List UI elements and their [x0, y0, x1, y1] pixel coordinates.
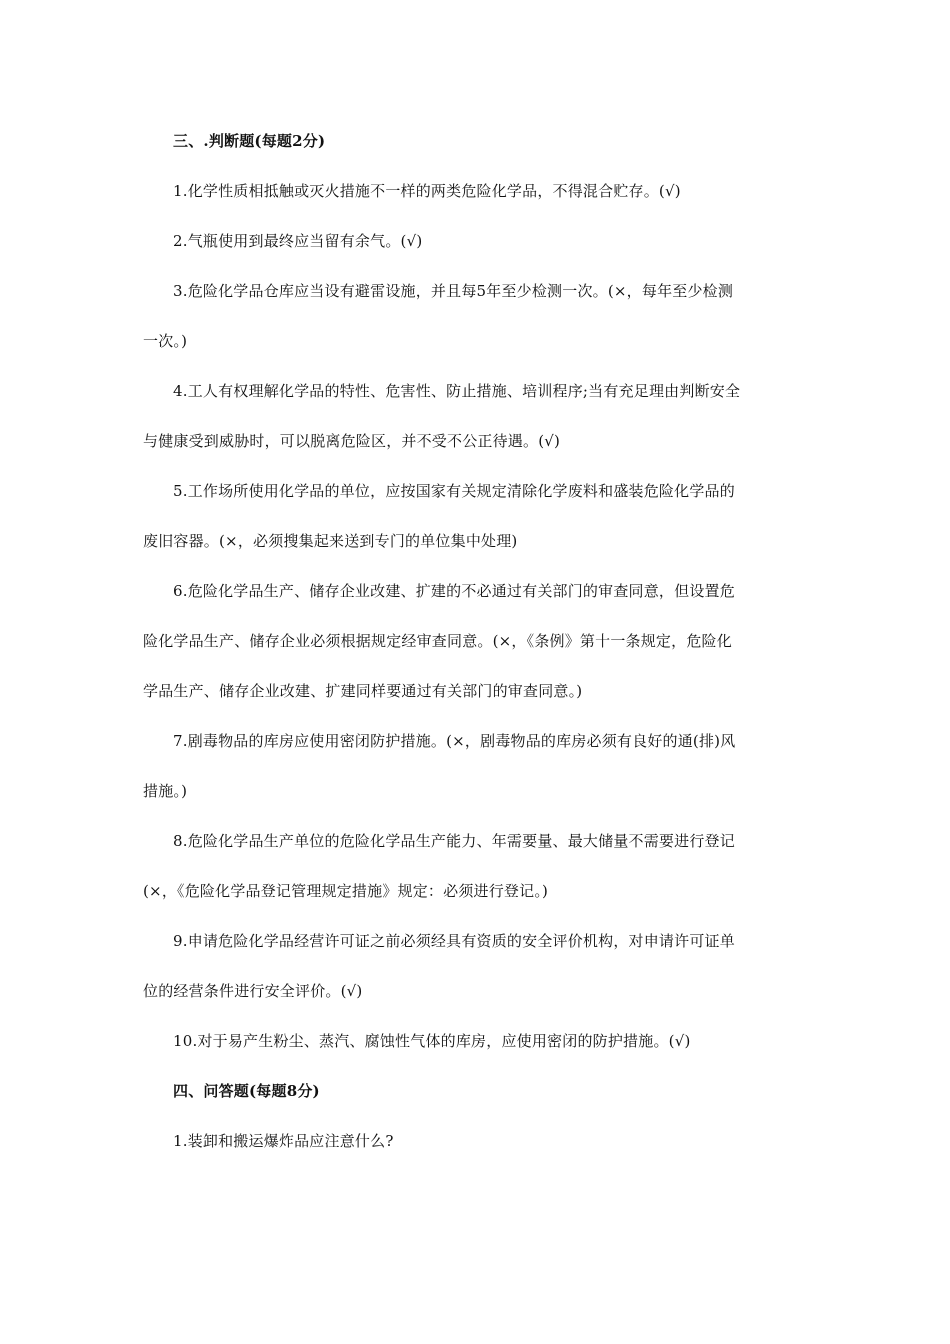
section-4-heading: 四、问答题(每题8分): [173, 1082, 320, 1100]
judgment-item-9-line-2: 位的经营条件进行安全评价。(√): [143, 982, 363, 1000]
section-3-heading: 三、.判断题(每题2分): [173, 132, 326, 150]
judgment-item-6-line-1: 6.危险化学品生产、储存企业改建、扩建的不必通过有关部门的审查同意，但设置危: [173, 582, 735, 600]
judgment-item-3-line-1: 3.危险化学品仓库应当设有避雷设施，并且每5年至少检测一次。(×，每年至少检测: [173, 282, 734, 300]
judgment-item-6-line-2: 险化学品生产、储存企业必须根据规定经审查同意。(×，《条例》第十一条规定，危险化: [143, 632, 732, 650]
judgment-item-7-line-1: 7.剧毒物品的库房应使用密闭防护措施。(×，剧毒物品的库房必须有良好的通(排)风: [173, 732, 736, 750]
judgment-item-9-line-1: 9.申请危险化学品经营许可证之前必须经具有资质的安全评价机构，对申请许可证单: [173, 932, 735, 950]
judgment-item-10-line-1: 10.对于易产生粉尘、蒸汽、腐蚀性气体的库房，应使用密闭的防护措施。(√): [173, 1032, 691, 1050]
judgment-item-7-line-2: 措施。): [143, 782, 188, 800]
judgment-item-8-line-2: (×，《危险化学品登记管理规定措施》规定：必须进行登记。): [143, 882, 549, 900]
judgment-item-3-line-2: 一次。): [143, 332, 188, 350]
judgment-item-5-line-1: 5.工作场所使用化学品的单位，应按国家有关规定清除化学废料和盛装危险化学品的: [173, 482, 735, 500]
judgment-item-4-line-1: 4.工人有权理解化学品的特性、危害性、防止措施、培训程序;当有充足理由判断安全: [173, 382, 741, 400]
judgment-item-6-line-3: 学品生产、储存企业改建、扩建同样要通过有关部门的审查同意。): [143, 682, 583, 700]
judgment-item-2-line-1: 2.气瓶使用到最终应当留有余气。(√): [173, 232, 423, 250]
judgment-item-8-line-1: 8.危险化学品生产单位的危险化学品生产能力、年需要量、最大储量不需要进行登记: [173, 832, 735, 850]
question-item-1-line-1: 1.装卸和搬运爆炸品应注意什么?: [173, 1132, 394, 1150]
judgment-item-5-line-2: 废旧容器。(×，必须搜集起来送到专门的单位集中处理): [143, 532, 518, 550]
judgment-item-1-line-1: 1.化学性质相抵触或灭火措施不一样的两类危险化学品，不得混合贮存。(√): [173, 182, 681, 200]
judgment-item-4-line-2: 与健康受到威胁时，可以脱离危险区，并不受不公正待遇。(√): [143, 432, 561, 450]
